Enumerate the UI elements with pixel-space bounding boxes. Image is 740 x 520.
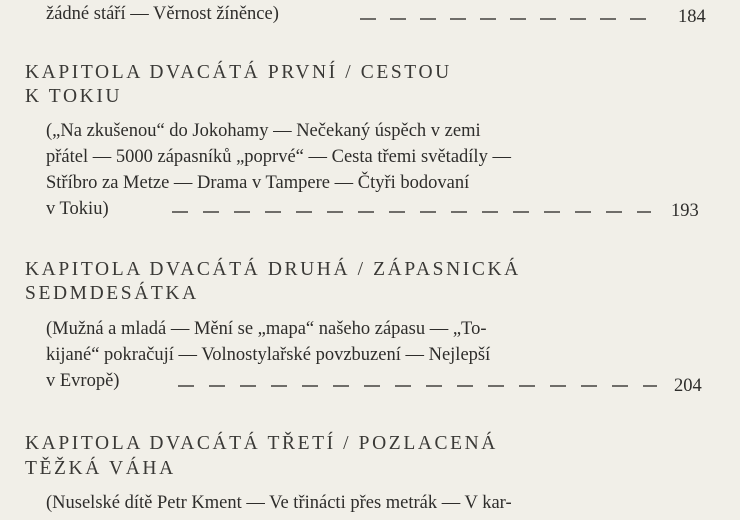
- chapter-heading-line: K TOKIU: [25, 86, 123, 107]
- page-number: 184: [678, 7, 706, 27]
- entry-text-line: Stříbro za Metze — Drama v Tampere — Čtyři bodovaní: [46, 173, 470, 193]
- chapter-heading-line: TĚŽKÁ VÁHA: [25, 458, 176, 479]
- entry-text-line: („Na zkušenou“ do Jokohamy — Nečekaný úspěch v zemi: [46, 121, 481, 141]
- chapter-heading-line: KAPITOLA DVACÁTÁ DRUHÁ / ZÁPASNICKÁ: [25, 259, 521, 280]
- entry-text-line: (Mužná a mladá — Mění se „mapa“ našeho zápasu — „To-: [46, 319, 487, 339]
- page-number: 204: [674, 376, 702, 396]
- page-number: 193: [671, 201, 699, 221]
- entry-text-line: v Tokiu): [46, 199, 109, 219]
- entry-text-line: v Evropě): [46, 371, 120, 391]
- chapter-heading-line: KAPITOLA DVACÁTÁ TŘETÍ / POZLACENÁ: [25, 433, 498, 454]
- entry-text-line: přátel — 5000 zápasníků „poprvé“ — Cesta třemi světadíly —: [46, 147, 511, 167]
- entry-text-line: kijané“ pokračují — Volnostylařské povzbuzení — Nejlepší: [46, 345, 491, 365]
- entry-text-line: žádné stáří — Věrnost žíněnce): [46, 4, 279, 24]
- chapter-heading-line: KAPITOLA DVACÁTÁ PRVNÍ / CESTOU: [25, 62, 452, 83]
- entry-text-line: (Nuselské dítě Petr Kment — Ve třinácti přes metrák — V kar-: [46, 493, 512, 513]
- chapter-heading-line: SEDMDESÁTKA: [25, 283, 199, 304]
